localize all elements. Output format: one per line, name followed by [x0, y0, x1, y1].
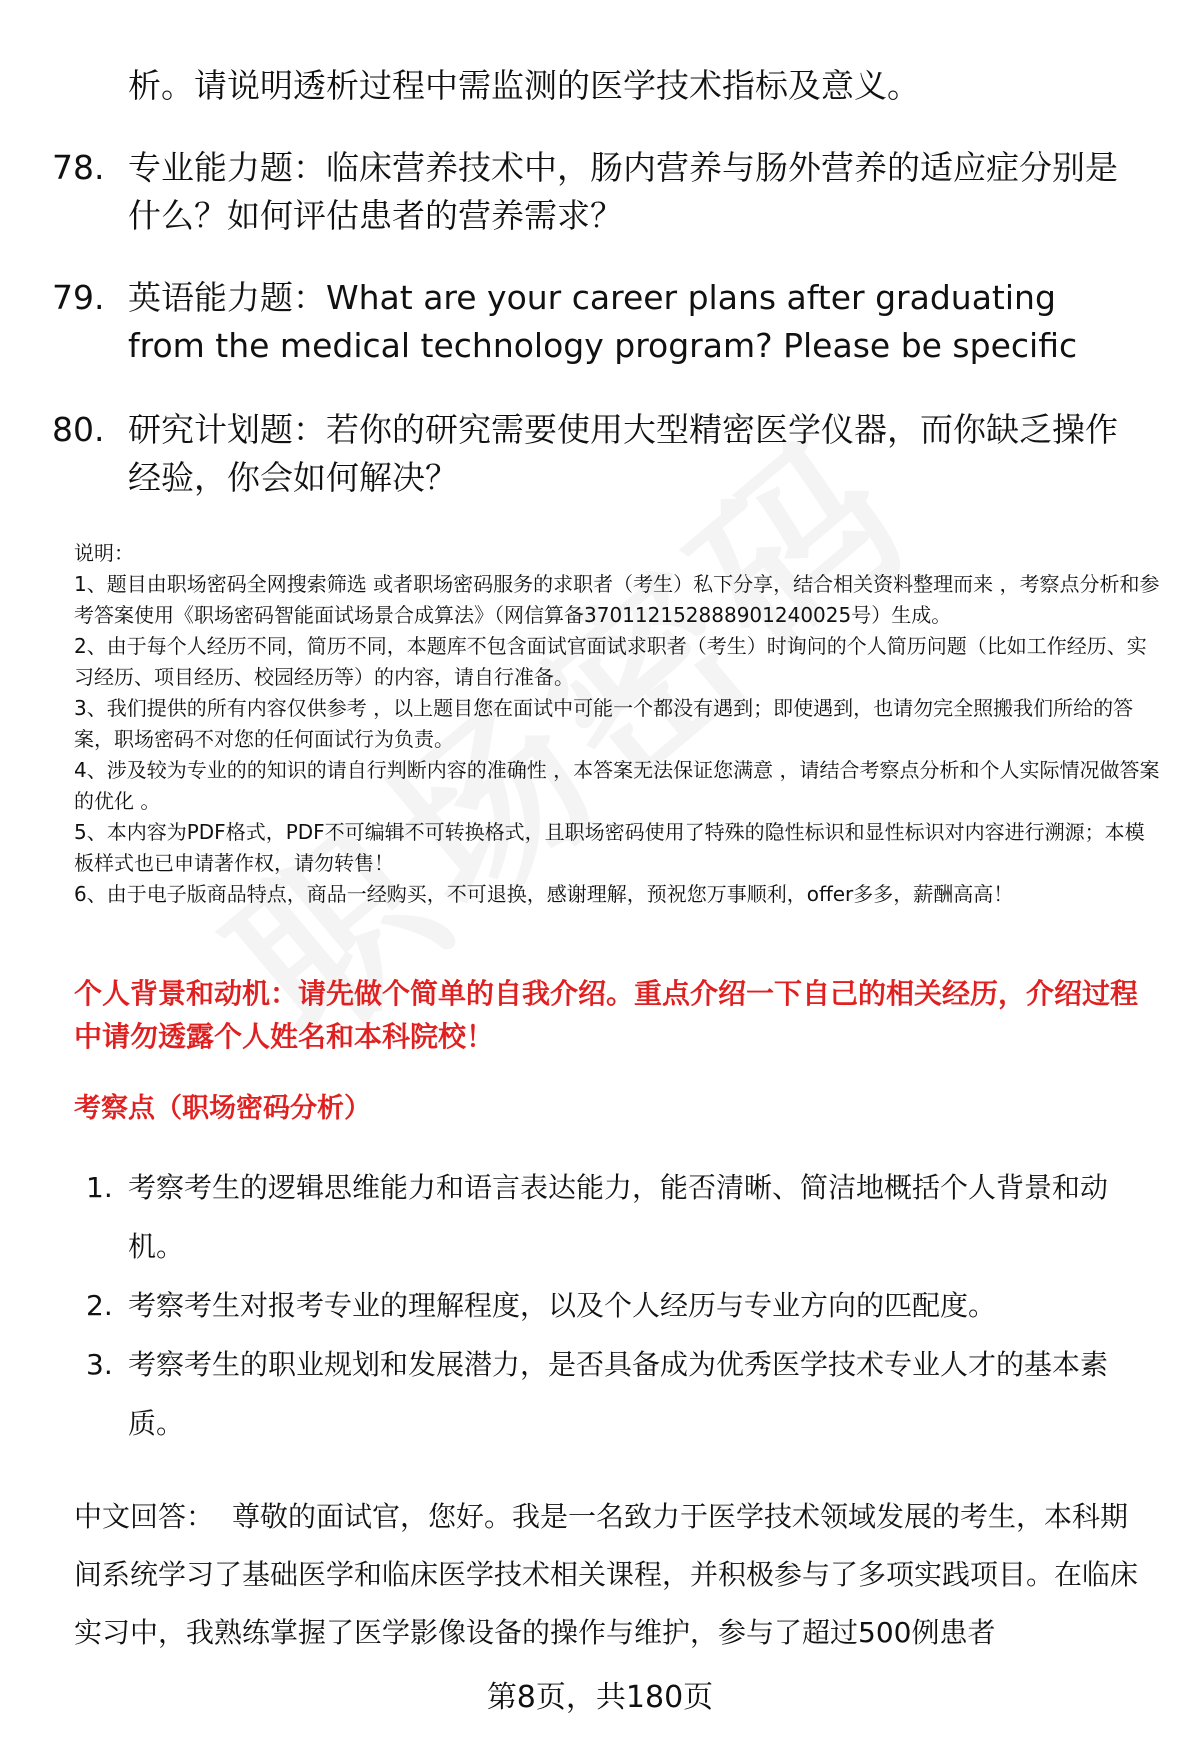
analysis-point-number: 3. [86, 1348, 113, 1381]
analysis-point [80, 1158, 1150, 1276]
analysis-title: 考察点（职场密码分析） [74, 1093, 371, 1124]
analysis-point-text: 考察考生的逻辑思维能力和语言表达能力，能否清晰、简洁地概括个人背景和动机。 [128, 1171, 1109, 1263]
answer-text: 尊敬的面试官，您好。我是一名致力于医学技术领域发展的考生，本科期间系统学习了基础医学和临床医学技术相关课程，并积极参与了多项实践项目。在临床实习中，我熟练掌握了医学影像设备的操作与维护，参与了超过500例患者 [74, 1500, 1139, 1649]
question-number: 78. [52, 148, 105, 187]
note-item: 2、由于每个人经历不同，简历不同，本题库不包含面试官面试求职者（考生）时询问的个人简历问题（比如工作经历、实习经历、项目经历、校园经历等）的内容，请自行准备。 [74, 634, 1147, 689]
analysis-point [80, 1335, 1150, 1453]
note-item: 6、由于电子版商品特点，商品一经购买，不可退换，感谢理解，预祝您万事顺利，offer多多，薪酬高高！ [74, 882, 1014, 906]
question-number: 79. [52, 278, 105, 317]
note-item: 4、涉及较为专业的的知识的请自行判断内容的准确性 ，本答案无法保证您满意 ，请结合考察点分析和个人实际情况做答案的优化 。 [74, 758, 1160, 813]
notes-title: 说明： [74, 541, 134, 565]
analysis-point-number: 2. [86, 1289, 113, 1322]
question-text: 英语能力题：What are your career plans after graduating from the medical technology program? Please be specific [128, 278, 1078, 365]
answer-block [74, 1488, 1154, 1662]
answer-label: 中文回答： [74, 1500, 215, 1533]
question-continuation: 析。请说明透析过程中需监测的医学技术指标及意义。 [128, 66, 920, 105]
note-item: 3、我们提供的所有内容仅供参考 ，以上题目您在面试中可能一个都没有遇到；即使遇到，也请勿完全照搬我们所给的答案，职场密码不对您的任何面试行为负责。 [74, 696, 1134, 751]
note-item: 1、题目由职场密码全网搜索筛选 或者职场密码服务的求职者（考生）私下分享，结合相关资料整理而来 ，考察点分析和参考答案使用《职场密码智能面试场景合成算法》（网信算备370112152888901240025号）生成。 [74, 572, 1160, 627]
question-80 [52, 406, 1142, 502]
analysis-point-number: 1. [86, 1171, 113, 1204]
note-item: 5、本内容为PDF格式，PDF不可编辑不可转换格式，且职场密码使用了特殊的隐性标识和显性标识对内容进行溯源；本模板样式也已申请著作权，请勿转售！ [74, 820, 1145, 875]
analysis-point-text: 考察考生对报考专业的理解程度，以及个人经历与专业方向的匹配度。 [128, 1289, 997, 1322]
question-text: 研究计划题：若你的研究需要使用大型精密医学仪器，而你缺乏操作经验，你会如何解决？ [128, 410, 1118, 497]
question-number: 80. [52, 410, 105, 449]
question-79 [52, 274, 1142, 370]
analysis-point-text: 考察考生的职业规划和发展潜力，是否具备成为优秀医学技术专业人才的基本素质。 [128, 1348, 1109, 1440]
page-footer: 第8页，共180页 [486, 1680, 714, 1715]
analysis-points-list [80, 1158, 1150, 1453]
notes-block [74, 538, 1164, 910]
analysis-point [80, 1276, 1150, 1335]
section-title: 个人背景和动机：请先做个简单的自我介绍。重点介绍一下自己的相关经历，介绍过程中请勿透露个人姓名和本科院校！ [74, 977, 1139, 1053]
question-text: 专业能力题：临床营养技术中，肠内营养与肠外营养的适应症分别是什么？如何评估患者的营养需求？ [128, 148, 1118, 235]
question-78 [52, 144, 1142, 240]
